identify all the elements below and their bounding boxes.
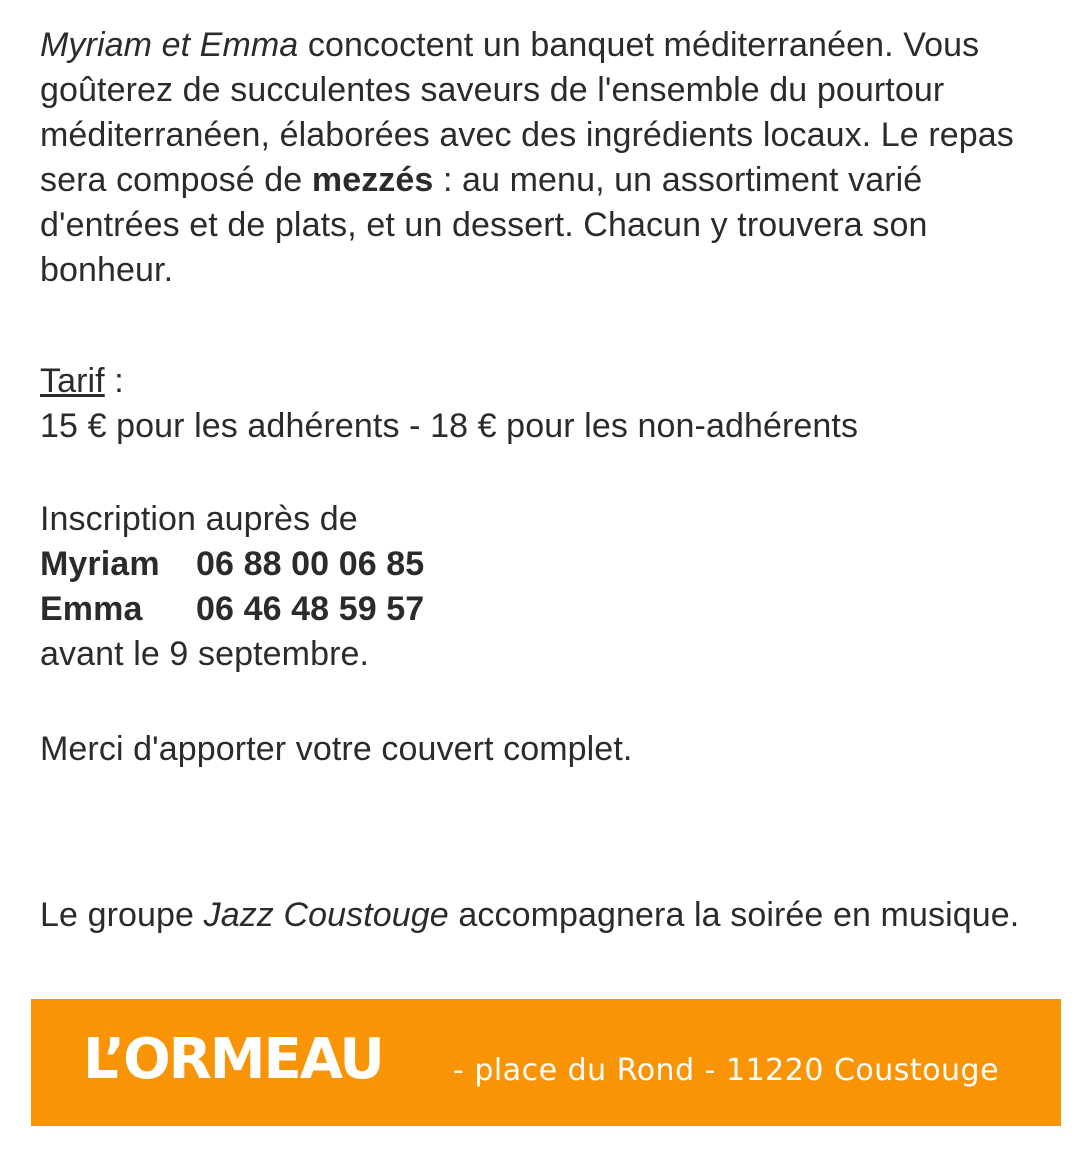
contact-phone: 06 88 00 06 85 (196, 545, 425, 583)
footer-banner (31, 999, 1061, 1126)
music-section (40, 893, 1040, 938)
note-text: Merci d'apporter votre couvert complet. (40, 730, 633, 768)
tarif-label: Tarif (40, 362, 105, 400)
contact-name: Myriam (40, 545, 160, 583)
inscription-intro: Inscription auprès de (40, 500, 358, 538)
intro-names: Myriam et Emma (40, 26, 299, 64)
contact-name: Emma (40, 590, 143, 628)
intro-text-part-2: : au menu, un assortiment varié d'entrées et de plats, et un dessert. Chacun y trouvera son bonheur. (40, 161, 928, 289)
contact-row (40, 542, 1040, 587)
tarif-section (40, 359, 1040, 449)
inscription-deadline: avant le 9 septembre. (40, 635, 370, 673)
venue-address: - place du Rond - 11220 Coustouge (453, 1053, 1000, 1088)
music-band-name: Jazz Coustouge (203, 896, 449, 934)
inscription-section (40, 497, 1040, 677)
contact-phone: 06 46 48 59 57 (196, 590, 425, 628)
note-section (40, 727, 1040, 772)
tarif-heading (40, 359, 1040, 404)
venue-logo: L’ORMEAU (83, 1027, 383, 1092)
music-text-part-2: accompagnera la soirée en musique. (448, 896, 1020, 934)
tarif-prices: 15 € pour les adhérents - 18 € pour les non-adhérents (40, 407, 859, 445)
intro-paragraph (40, 23, 1040, 293)
music-text-part-1: Le groupe (40, 896, 204, 934)
contact-row (40, 587, 1040, 632)
intro-text (40, 23, 1040, 293)
music-text (40, 893, 1040, 938)
tarif-colon: : (104, 362, 124, 400)
intro-text-part-1: concoctent un banquet méditerranéen. Vous goûterez de succulentes saveurs de l'ensemble du pourtour méditerranéen, élaborées avec des ingrédients locaux. Le repas sera composé de (40, 26, 1014, 199)
intro-bold-word: mezzés (311, 161, 434, 199)
